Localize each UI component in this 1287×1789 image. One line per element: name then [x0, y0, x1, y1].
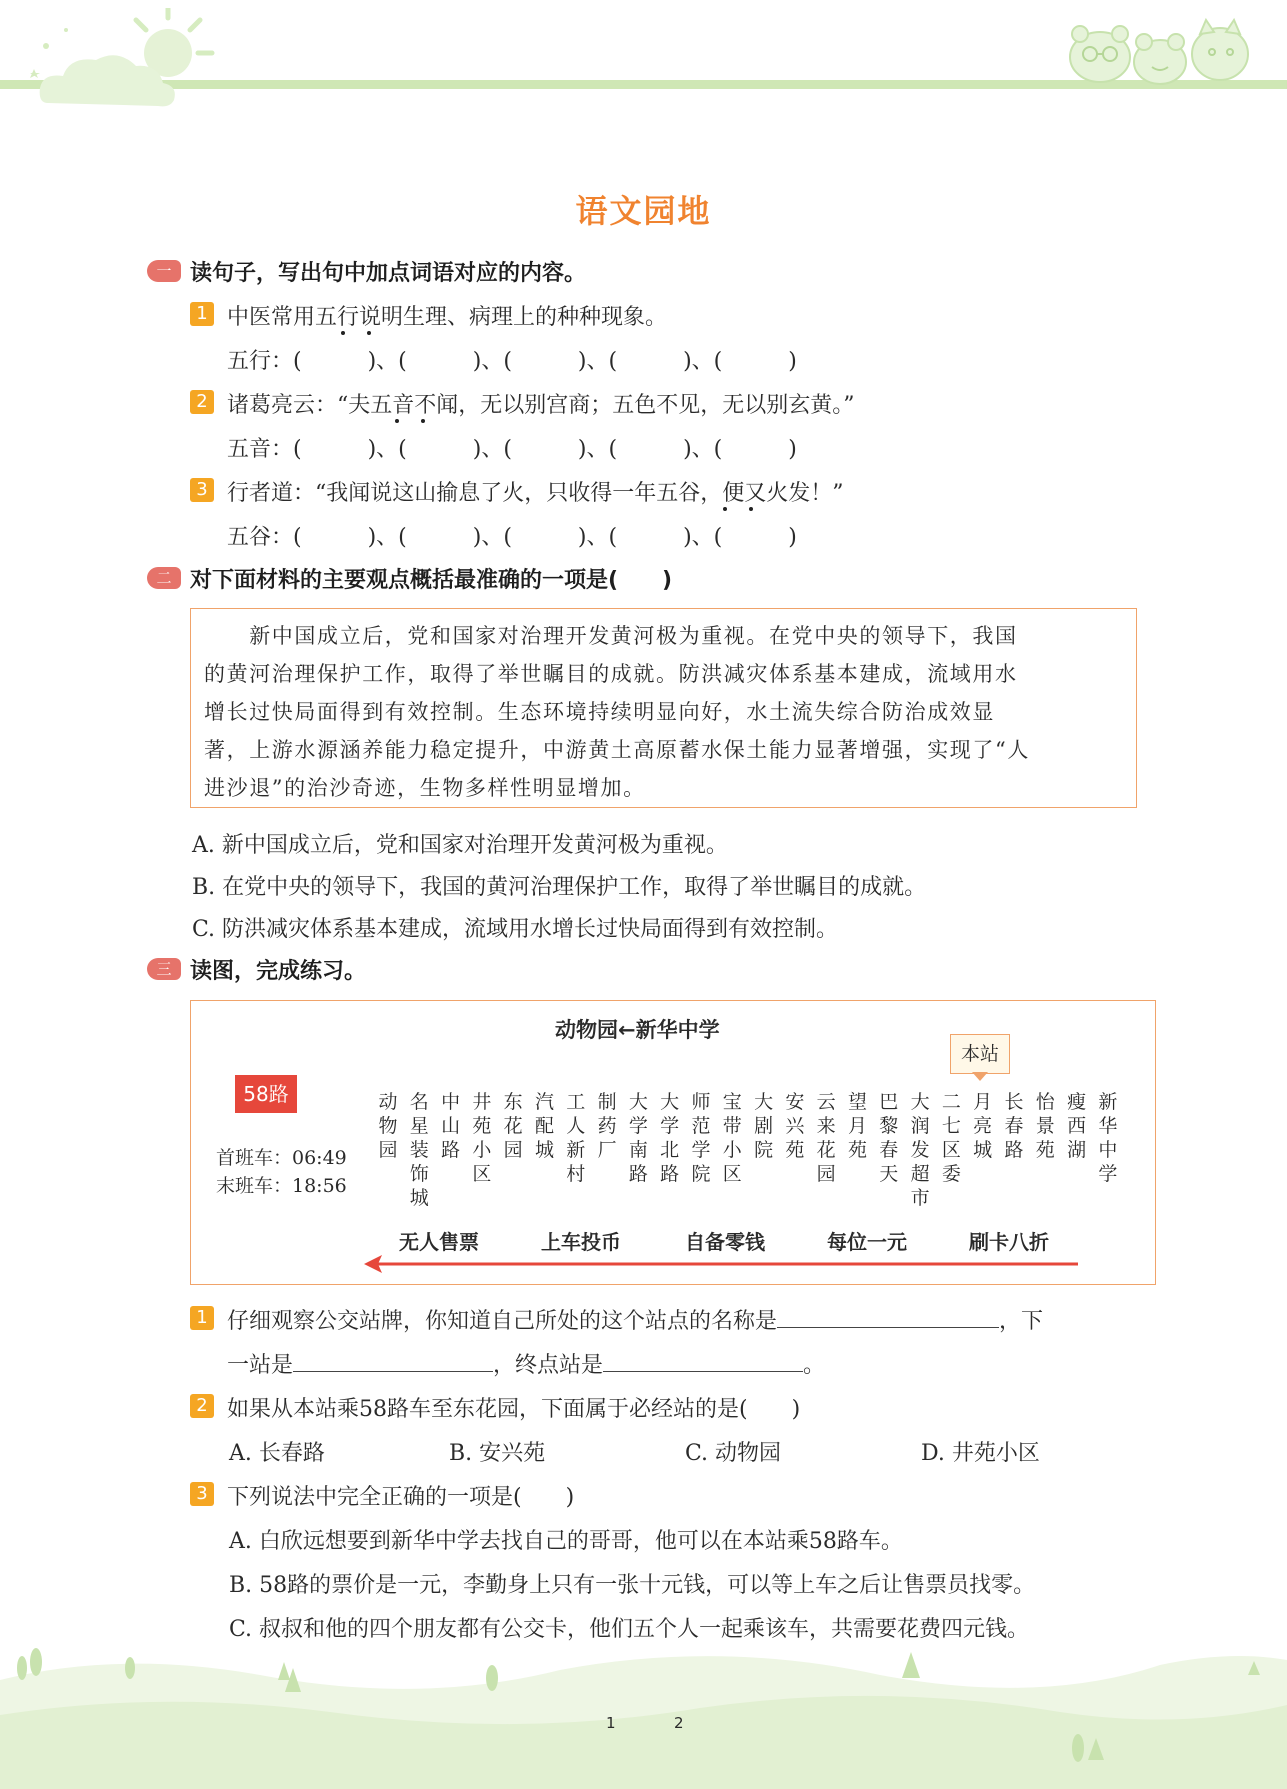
bus-stop-name: 怡景苑 [1035, 1091, 1055, 1161]
last-bus-time: 末班车：18:56 [216, 1175, 347, 1197]
question-text-3-1 [227, 1304, 1043, 1335]
bus-stop-name: 东花园 [503, 1091, 523, 1161]
question-text-3-1-line2 [227, 1348, 825, 1379]
option-a[interactable]: A. 新中国成立后，党和国家对治理开发黄河极为重视。 [192, 833, 728, 858]
current-stop-pointer [972, 1072, 988, 1081]
section-instruction-1: 读句子，写出句中加点词语对应的内容。 [190, 261, 587, 286]
bus-stop-name: 大剧院 [754, 1091, 774, 1161]
question-number-3-3: 3 [190, 1482, 214, 1506]
question-text-part: ，下 [999, 1309, 1044, 1334]
answer-blank-terminal-stop[interactable] [603, 1349, 803, 1372]
question-number-3-1: 1 [190, 1306, 214, 1330]
bus-stop-name: 月亮城 [973, 1091, 993, 1161]
answer-line-1-3[interactable]: 五谷：( )、( )、( )、( )、( ) [227, 525, 797, 550]
emphasis-dot [395, 419, 399, 423]
question-number-1-1: 1 [190, 302, 214, 326]
question-text-3-2: 如果从本站乘58路车至东花园，下面属于必经站的是( ) [227, 1397, 801, 1422]
bus-stop-name: 大学南路 [628, 1091, 648, 1185]
bus-stop-name: 大润发超市 [910, 1091, 930, 1209]
passage-line: 进沙退”的治沙奇迹，生物多样性明显增加。 [204, 776, 646, 800]
bus-stop-name: 大学北路 [660, 1091, 680, 1185]
question-text-part: ，终点站是 [493, 1353, 604, 1378]
question-text-3-3: 下列说法中完全正确的一项是( ) [227, 1485, 575, 1510]
bus-stop-name: 中山路 [441, 1091, 461, 1161]
question-text-part: 。 [803, 1353, 826, 1378]
first-bus-time: 首班车：06:49 [216, 1147, 347, 1169]
bus-stop-name: 井苑小区 [472, 1091, 492, 1185]
question-text-1-1: 中医常用五行说明生理、病理上的种种现象。 [227, 305, 668, 330]
option-c[interactable]: C. 防洪减灾体系基本建成，流域用水增长过快局面得到有效控制。 [192, 917, 839, 942]
passage-line: 增长过快局面得到有效控制。生态环境持续明显向好，水土流失综合防治成效显 [204, 700, 995, 724]
answer-line-1-1[interactable]: 五行：( )、( )、( )、( )、( ) [227, 349, 797, 374]
question-text-part: 一站是 [227, 1353, 294, 1378]
passage-line: 著，上游水源涵养能力稳定提升，中游黄土高原蓄水保土能力显著增强，实现了“人 [204, 738, 1030, 762]
option-c[interactable]: C. 动物园 [685, 1441, 782, 1466]
question-number-1-3: 3 [190, 478, 214, 502]
answer-blank-next-stop[interactable] [293, 1349, 493, 1372]
section-badge-3: 三 [147, 958, 181, 980]
page-number-right: 2 [674, 1714, 684, 1732]
bus-stop-name: 新华中学 [1098, 1091, 1118, 1185]
section-instruction-3: 读图，完成练习。 [190, 959, 367, 984]
bus-stop-name: 动物园 [378, 1091, 398, 1161]
emphasis-dot [723, 507, 727, 511]
sun-cloud-icon [18, 8, 218, 118]
answer-blank-current-stop[interactable] [777, 1305, 999, 1328]
emphasis-dot [749, 507, 753, 511]
option-b[interactable]: B. 安兴苑 [449, 1441, 546, 1466]
bus-stop-name: 长春路 [1004, 1091, 1024, 1161]
bus-stop-name: 工人新村 [566, 1091, 586, 1185]
question-number-3-2: 2 [190, 1394, 214, 1418]
bus-stop-name: 名星装饰城 [409, 1091, 429, 1209]
rule-item: 无人售票 [399, 1230, 479, 1254]
bus-stop-name: 安兴苑 [785, 1091, 805, 1161]
option-a[interactable]: A. 白欣远想要到新华中学去找自己的哥哥，他可以在本站乘58路车。 [229, 1529, 903, 1554]
rule-item: 刷卡八折 [969, 1230, 1049, 1254]
bus-stop-name: 汽配城 [534, 1091, 554, 1161]
bus-stop-name: 制药厂 [597, 1091, 617, 1161]
question-text-1-2: 诸葛亮云：“夫五音不闻，无以别宫商；五色不见，无以别玄黄。” [227, 393, 855, 418]
emphasis-dot [367, 331, 371, 335]
bus-stop-name: 宝带小区 [722, 1091, 742, 1185]
answer-line-1-2[interactable]: 五音：( )、( )、( )、( )、( ) [227, 437, 797, 462]
bus-stop-name: 师范学院 [691, 1091, 711, 1185]
hills-landscape-icon [0, 1620, 1287, 1789]
bus-stop-name: 云来花园 [816, 1091, 836, 1185]
route-number-badge: 58路 [235, 1075, 297, 1113]
page-title: 语文园地 [575, 192, 712, 230]
bus-stop-name: 望月苑 [847, 1091, 867, 1161]
section-instruction-2: 对下面材料的主要观点概括最准确的一项是( ) [190, 568, 673, 593]
rule-item: 自备零钱 [685, 1230, 765, 1254]
section-badge-2: 二 [147, 567, 181, 589]
rule-item: 每位一元 [827, 1230, 907, 1254]
emphasis-dot [341, 331, 345, 335]
option-b[interactable]: B. 在党中央的领导下，我国的黄河治理保护工作，取得了举世瞩目的成就。 [192, 875, 927, 900]
bus-stop-name: 二七区委 [941, 1091, 961, 1185]
bus-stop-name: 巴黎春天 [879, 1091, 899, 1185]
option-b[interactable]: B. 58路的票价是一元，李勤身上只有一张十元钱，可以等上车之后让售票员找零。 [229, 1573, 1036, 1598]
current-stop-tag: 本站 [950, 1034, 1010, 1074]
cartoon-animals-icon [1060, 12, 1260, 87]
bus-stop-name: 瘦西湖 [1067, 1091, 1087, 1161]
section-badge-1: 一 [147, 260, 181, 282]
option-c[interactable]: C. 叔叔和他的四个朋友都有公交卡，他们五个人一起乘该车，共需要花费四元钱。 [229, 1617, 1030, 1642]
emphasis-dot [421, 419, 425, 423]
option-d[interactable]: D. 井苑小区 [921, 1441, 1040, 1466]
passage-line: 新中国成立后，党和国家对治理开发黄河极为重视。在党中央的领导下，我国 [204, 624, 1018, 648]
passage-line: 的黄河治理保护工作，取得了举世瞩目的成就。防洪减灾体系基本建成，流域用水 [204, 662, 1018, 686]
option-a[interactable]: A. 长春路 [229, 1441, 325, 1466]
question-text-part: 仔细观察公交站牌，你知道自己所处的这个站点的名称是 [227, 1309, 778, 1334]
question-text-1-3: 行者道：“我闻说这山揄息了火，只收得一年五谷，便又火发！” [227, 481, 844, 506]
route-direction-title: 动物园←新华中学 [555, 1018, 720, 1042]
direction-arrow-icon [362, 1252, 1082, 1276]
page-number-left: 1 [606, 1714, 616, 1732]
rule-item: 上车投币 [541, 1230, 621, 1254]
question-number-1-2: 2 [190, 390, 214, 414]
